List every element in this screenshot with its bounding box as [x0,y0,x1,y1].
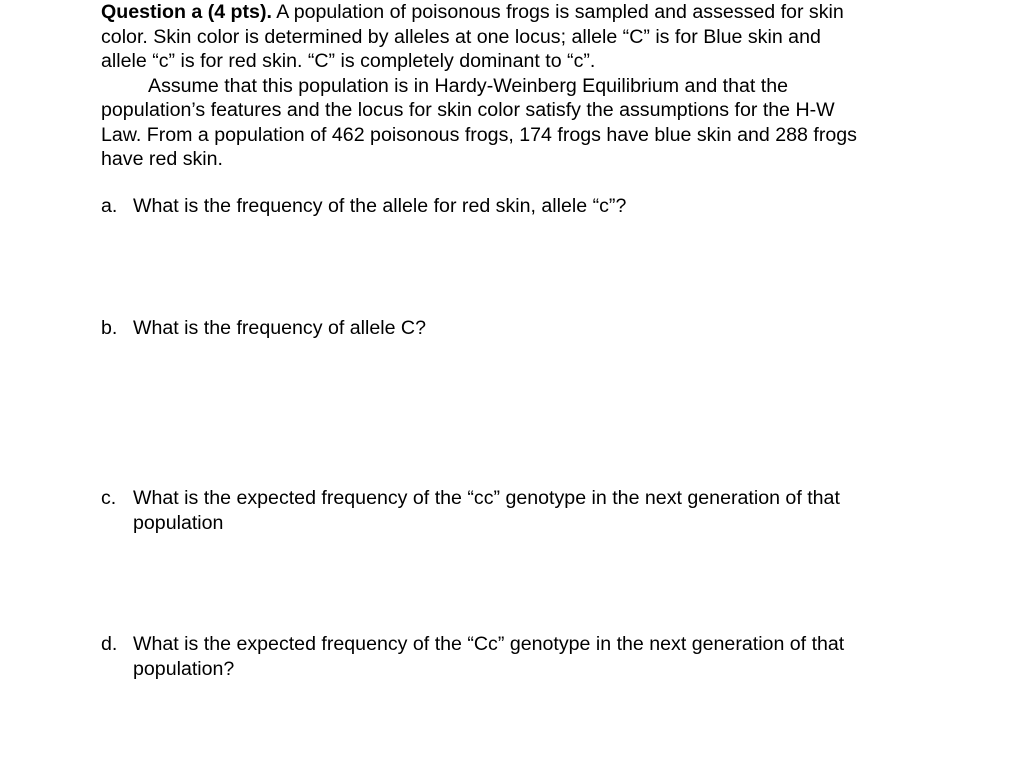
part-c-text: What is the expected frequency of the “cc” genotype in the next generation of that population [133,487,840,534]
assume-line-3: Law. From a population of 462 poisonous frogs, 174 frogs have blue skin and 288 frogs [101,123,857,146]
part-c [101,486,941,535]
part-d-text: What is the expected frequency of the “Cc” genotype in the next generation of that population? [133,633,845,680]
part-b-letter: b. [101,317,118,339]
intro-line-2: color. Skin color is determined by alleles at one locus; allele “C” is for Blue skin and [101,25,821,48]
intro-line-1: Question a (4 pts). A population of poisonous frogs is sampled and assessed for skin [101,1,844,23]
part-b-text: What is the frequency of allele C? [133,317,426,339]
question-intro [101,0,941,74]
part-d-letter: d. [101,633,118,655]
question-block [101,0,941,172]
part-a [101,194,941,219]
assume-line-1: Assume that this population is in Hardy-Weinberg Equilibrium and that the [148,74,789,97]
part-b [101,316,941,341]
question-assumptions [101,74,941,172]
intro-line-3: allele “c” is for red skin. “C” is completely dominant to “c”. [101,50,596,72]
part-a-text: What is the frequency of the allele for red skin, allele “c”? [133,195,627,217]
part-a-letter: a. [101,195,118,217]
question-title: Question a (4 pts). [101,1,272,23]
part-c-letter: c. [101,487,117,509]
assume-line-2: population’s features and the locus for skin color satisfy the assumptions for the H-W [101,99,835,121]
part-d [101,632,941,681]
assume-line-4: have red skin. [101,148,223,170]
